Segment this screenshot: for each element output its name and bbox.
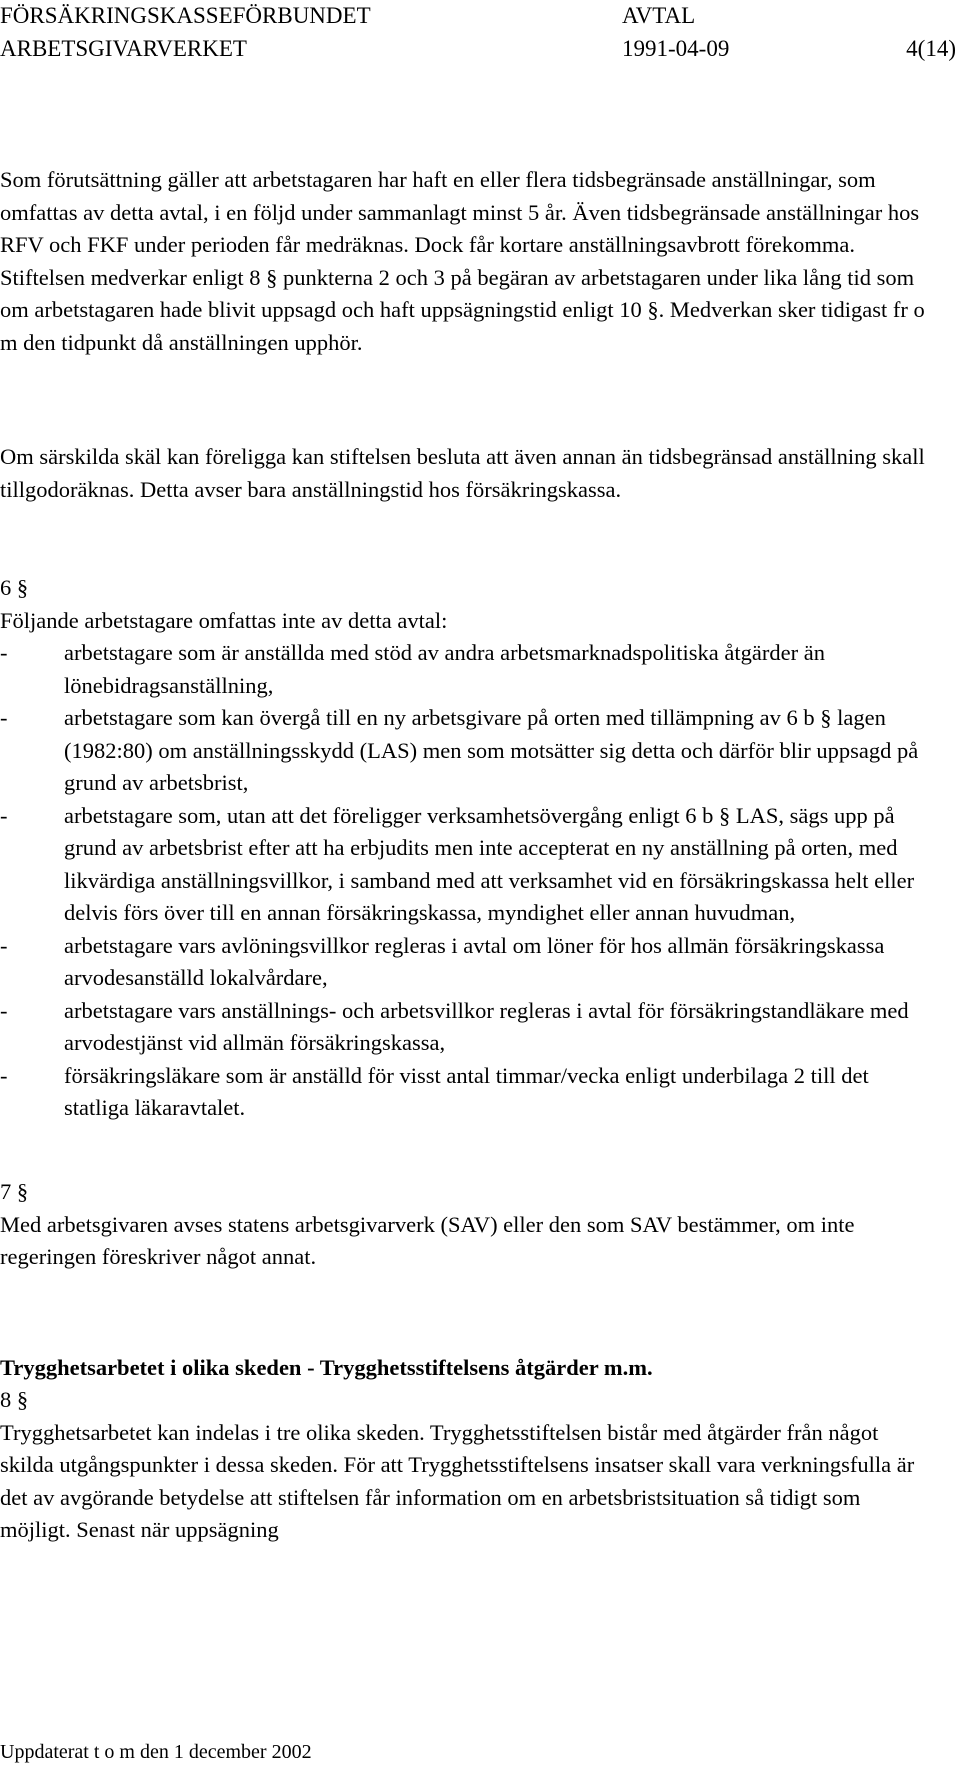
header-row-2: [0, 33, 960, 65]
header-doc-type: AVTAL: [622, 3, 696, 28]
list-item-text: arbetstagare vars anställnings- och arbetsvillkor regleras i avtal för försäkringstandläkare med arvodestjänst vid allmän försäkringskassa,: [64, 997, 909, 1055]
section-heading: Trygghetsarbetet i olika skeden - Trygghetsstiftelsens åtgärder m.m.: [0, 1355, 653, 1380]
section-8-number: 8 §: [0, 1387, 29, 1412]
section-7-text: Med arbetsgivaren avses statens arbetsgivarverk (SAV) eller den som SAV bestämmer, om inte regeringen föreskriver något annat.: [0, 1211, 855, 1269]
header-date: 1991-04-09: [622, 36, 730, 61]
paragraph-2-text: Om särskilda skäl kan föreligga kan stiftelsen besluta att även annan än tidsbegränsad anställning skall tillgodoräknas. Detta avser bara anställningstid hos försäkringskassa.: [0, 444, 925, 502]
list-dash: -: [0, 1062, 8, 1088]
section-8: [0, 1384, 930, 1547]
list-item-text: arbetstagare som kan övergå till en ny arbetsgivare på orten med tillämpning av 6 b § lagen (1982:80) om anställningsskydd (LAS) men som motsätter sig detta och därför blir uppsagd på grund av arbetsbrist,: [64, 705, 919, 795]
header-page-number: 4(14): [906, 36, 956, 61]
list-item-text: arbetstagare som, utan att det föreligger verksamhetsövergång enligt 6 b § LAS, sägs upp på grund av arbetsbrist efter att ha erbjudits men inte accepterat en ny anställning på orten, med likvärdiga anställningsvillkor, i samband med att verksamhet vid en försäkringskassa helt eller delvis förs över till en annan försäkringskassa, myndighet eller annan huvudman,: [64, 802, 915, 925]
section-7-number: 7 §: [0, 1179, 29, 1204]
list-item-text: arbetstagare vars avlöningsvillkor regleras i avtal om löner för hos allmän försäkringskassa arvodesanställd lokalvårdare,: [64, 932, 885, 990]
header-org-1: FÖRSÄKRINGSKASSEFÖRBUNDET: [0, 3, 371, 28]
section-6: [0, 572, 930, 1125]
section-6-intro: Följande arbetstagare omfattas inte av detta avtal:: [0, 607, 448, 633]
list-item: [0, 1060, 930, 1125]
list-item-text: arbetstagare som är anställda med stöd av andra arbetsmarknadspolitiska åtgärder än lönebidragsanställning,: [64, 640, 825, 698]
section-7: [0, 1176, 930, 1274]
list-dash: -: [0, 997, 8, 1023]
list-dash: -: [0, 705, 8, 730]
list-item: [0, 930, 930, 995]
paragraph-1-text: Som förutsättning gäller att arbetstagaren har haft en eller flera tidsbegränsade anställningar, som omfattas av detta avtal, i en följd under sammanlagt minst 5 år. Även tidsbegränsade anställningar hos RFV och FKF under perioden får medräknas. Dock får kortare anställningsavbrott förekomma. Stiftelsen medverkar enligt 8 § punkterna 2 och 3 på begäran av arbetstagaren under lika lång tid som om arbetstagaren hade blivit uppsagd och haft uppsägningstid enligt 10 §. Medverkan sker tidigast fr o m den tidpunkt då anställningen upphör.: [0, 167, 925, 355]
section-8-text: Trygghetsarbetet kan indelas i tre olika skeden. Trygghetsstiftelsen bistår med åtgärder från något skilda utgångspunkter i dessa skeden. För att Trygghetsstiftelsens insatser skall vara verkningsfulla är det av avgörande betydelse att stiftelsen får information om en arbetsbristsituation så tidigt som möjligt. Senast när uppsägning: [0, 1419, 915, 1542]
paragraph-2: [0, 441, 930, 506]
paragraph-1: [0, 164, 930, 359]
list-item-text: försäkringsläkare som är anställd för visst antal timmar/vecka enligt underbilaga 2 till det statliga läkaravtalet.: [64, 1062, 869, 1120]
list-dash: -: [0, 802, 8, 828]
list-dash: -: [0, 640, 8, 665]
list-item: [0, 702, 930, 800]
list-dash: -: [0, 932, 8, 958]
list-item: [0, 637, 930, 702]
header-row-1: [0, 0, 960, 32]
header-org-2: ARBETSGIVARVERKET: [0, 36, 247, 61]
list-item: [0, 800, 930, 930]
section-6-number: 6 §: [0, 575, 29, 600]
list-item: [0, 995, 930, 1060]
footer-updated: Uppdaterat t o m den 1 december 2002: [0, 1741, 312, 1763]
section-heading-block: [0, 1352, 930, 1385]
